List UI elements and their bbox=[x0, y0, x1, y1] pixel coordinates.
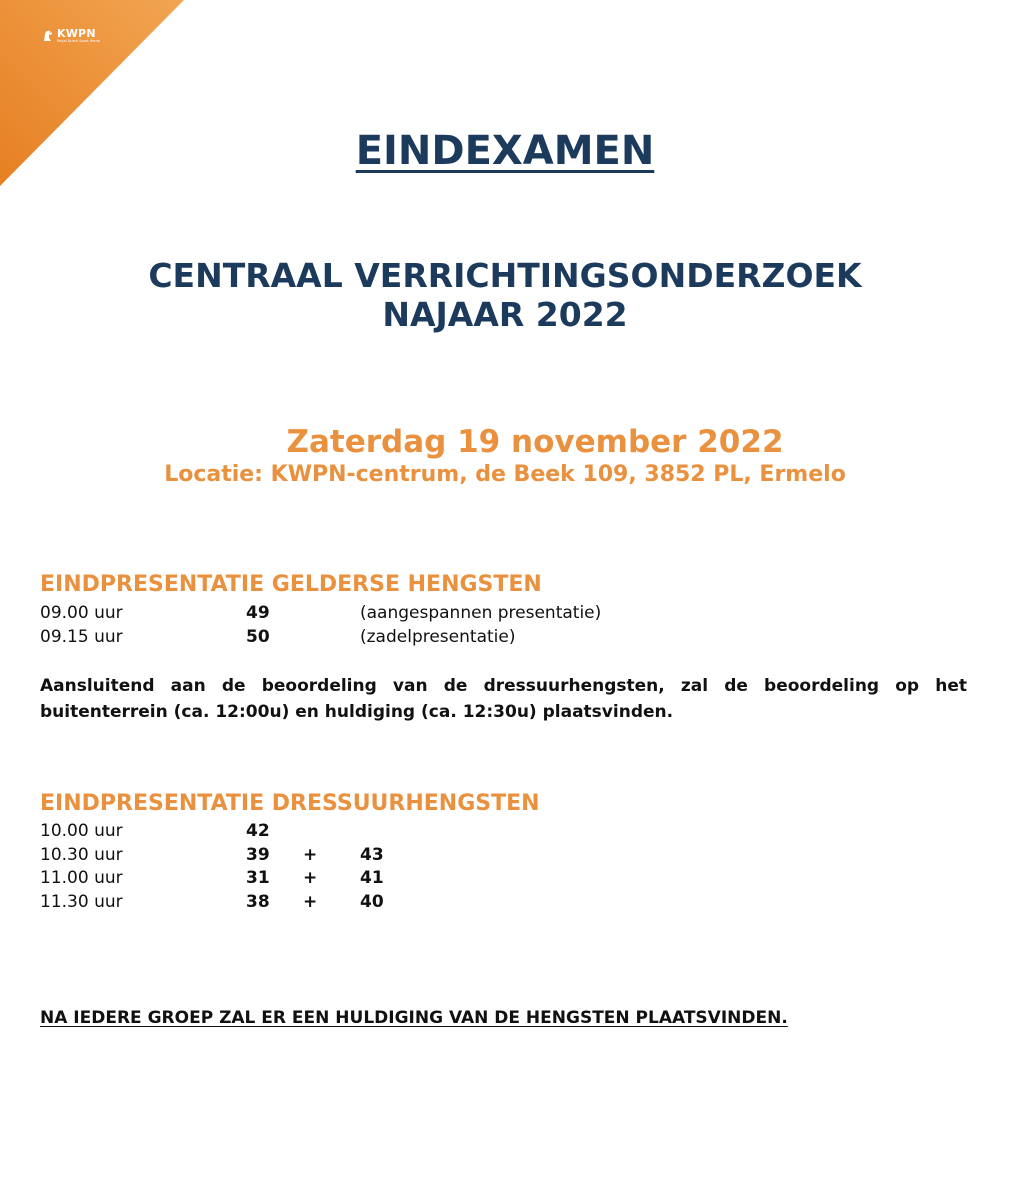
event-title bbox=[0, 256, 1010, 334]
row-second-number: 43 bbox=[360, 845, 384, 865]
row-time: 10.30 uur bbox=[40, 845, 123, 865]
logo-text: KWPN bbox=[57, 27, 96, 40]
row-second-number: 40 bbox=[360, 892, 384, 912]
row-time: 10.00 uur bbox=[40, 821, 123, 841]
row-first-number: 39 bbox=[246, 845, 270, 865]
section-heading-dressuur: EINDPRESENTATIE DRESSUURHENGSTEN bbox=[40, 791, 540, 816]
row-first-number: 31 bbox=[246, 868, 270, 888]
row-plus: + bbox=[303, 868, 318, 888]
logo-subtitle: Royal Dutch Sport Horse bbox=[57, 39, 100, 43]
event-location: Locatie: KWPN-centrum, de Beek 109, 3852 PL, Ermelo bbox=[164, 462, 846, 487]
row-second-number: 41 bbox=[360, 868, 384, 888]
horse-crest-icon bbox=[42, 29, 54, 43]
row-plus: + bbox=[303, 845, 318, 865]
event-date: Zaterdag 19 november 2022 bbox=[286, 424, 784, 460]
section-heading-gelderse: EINDPRESENTATIE GELDERSE HENGSTEN bbox=[40, 572, 542, 597]
row-note: (aangespannen presentatie) bbox=[360, 603, 602, 623]
row-time: 11.00 uur bbox=[40, 868, 123, 888]
info-paragraph: Aansluitend aan de beoordeling van de dressuurhengsten, zal de beoordeling op het buitenterrein (ca. 12:00u) en huldiging (ca. 12:30u) plaatsvinden. bbox=[40, 676, 967, 722]
event-title-line-2: NAJAAR 2022 bbox=[382, 295, 628, 334]
footer-note: NA IEDERE GROEP ZAL ER EEN HULDIGING VAN DE HENGSTEN PLAATSVINDEN. bbox=[40, 1008, 788, 1028]
kwpn-logo bbox=[42, 28, 100, 44]
page-title: EINDEXAMEN bbox=[355, 128, 655, 174]
event-title-line-1: CENTRAAL VERRICHTINGSONDERZOEK bbox=[148, 256, 862, 295]
row-first-number: 38 bbox=[246, 892, 270, 912]
row-plus: + bbox=[303, 892, 318, 912]
row-first-number: 42 bbox=[246, 821, 270, 841]
row-number: 49 bbox=[246, 603, 270, 623]
row-time: 09.15 uur bbox=[40, 627, 123, 647]
row-number: 50 bbox=[246, 627, 270, 647]
row-note: (zadelpresentatie) bbox=[360, 627, 516, 647]
row-time: 11.30 uur bbox=[40, 892, 123, 912]
row-time: 09.00 uur bbox=[40, 603, 123, 623]
